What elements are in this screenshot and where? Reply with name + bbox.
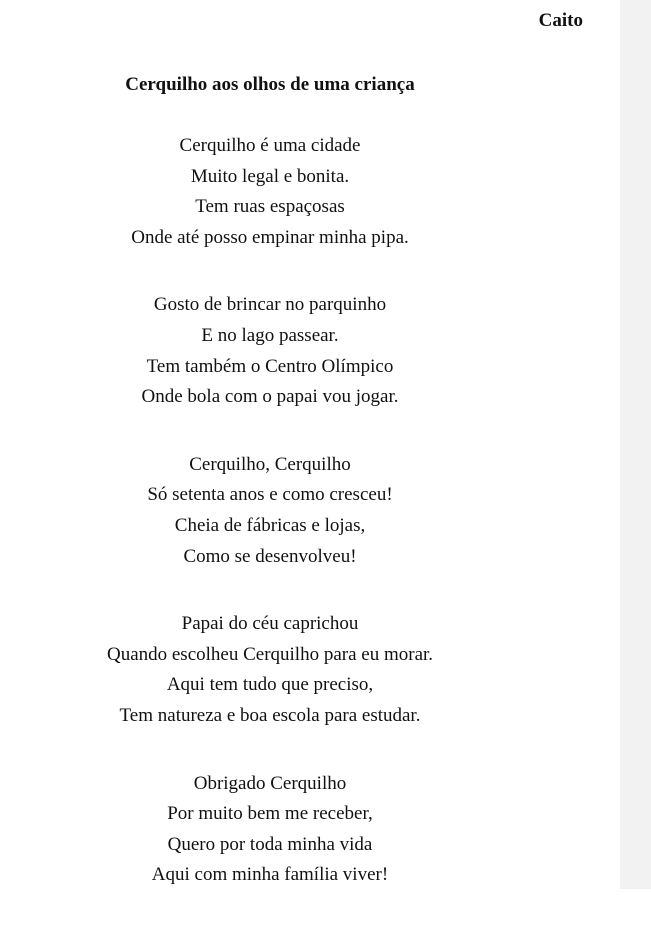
stanza-1 — [0, 131, 540, 253]
stanza-2 — [0, 290, 540, 412]
poem-line: Papai do céu caprichou — [181, 613, 359, 635]
author-name: Caito — [538, 10, 583, 31]
stanza-4 — [0, 609, 540, 731]
page-edge — [620, 0, 651, 889]
poem-line: Aqui com minha família viver! — [151, 864, 389, 886]
poem-line: Só setenta anos e como cresceu! — [147, 484, 393, 506]
stanza-5 — [0, 769, 540, 891]
poem-line: Quero por toda minha vida — [167, 833, 373, 855]
poem-body — [0, 131, 540, 928]
poem-line: Onde bola com o papai vou jogar. — [141, 386, 399, 408]
poem-line: Gosto de brincar no parquinho — [153, 294, 387, 316]
stanza-3 — [0, 450, 540, 572]
poem-line: Como se desenvolveu! — [183, 545, 357, 567]
poem-line: Tem também o Centro Olímpico — [146, 355, 394, 377]
poem-line: Muito legal e bonita. — [190, 165, 350, 187]
poem-line: Aqui tem tudo que preciso, — [166, 674, 374, 696]
poem-line: Onde até posso empinar minha pipa. — [131, 226, 409, 248]
poem-line: Cerquilho é uma cidade — [179, 135, 361, 156]
poem-line: Cheia de fábricas e lojas, — [174, 514, 366, 536]
poem-line: Quando escolheu Cerquilho para eu morar. — [106, 643, 434, 665]
poem-line: E no lago passear. — [201, 324, 339, 346]
poem-line: Cerquilho, Cerquilho — [189, 453, 351, 475]
poem-line: Tem ruas espaçosas — [195, 196, 345, 218]
poem-line: Por muito bem me receber, — [167, 803, 373, 825]
poem-title: Cerquilho aos olhos de uma criança — [125, 74, 415, 95]
poem-line: Obrigado Cerquilho — [193, 772, 347, 794]
poem-line: Tem natureza e boa escola para estudar. — [119, 704, 421, 726]
